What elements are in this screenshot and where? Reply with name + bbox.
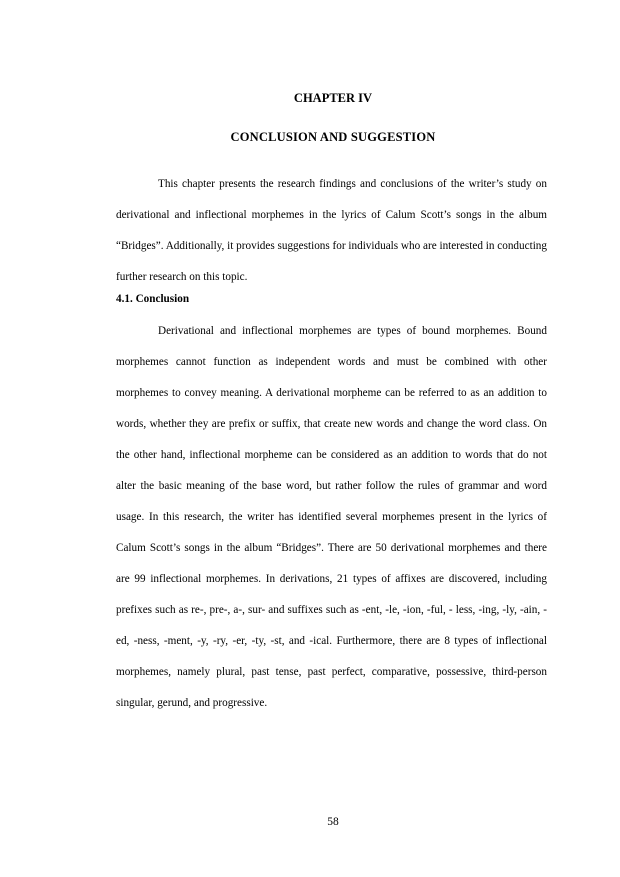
chapter-subtitle: CONCLUSION AND SUGGESTION [230,130,436,144]
chapter-title: CHAPTER IV [293,91,373,105]
intro-paragraph: This chapter presents the research findings and conclusions of the writer’s study on derivational and inflectional morphemes in the lyrics of Calum Scott’s songs in the album “Bridges”. Additionally, it provides suggestions for individuals who are interested in conducting further research on this topic. [116,178,547,283]
section-heading: 4.1. Conclusion [116,293,190,305]
page-number: 58 [327,816,339,828]
conclusion-paragraph: Derivational and inflectional morphemes are types of bound morphemes. Bound morphemes cannot function as independent words and must be combined with other morphemes to convey meaning. A derivational morpheme can be referred to as an addition to words, whether they are prefix or suffix, that create new words and change the word class. On the other hand, inflectional morpheme can be considered as an addition to words that do not alter the basic meaning of the base word, but rather follow the rules of grammar and word usage. In this research, the writer has identified several morphemes present in the lyrics of Calum Scott’s songs in the album “Bridges”. There are 50 derivational morphemes and there are 99 inflectional morphemes. In derivations, 21 types of affixes are discovered, including prefixes such as re-, pre-, a-, sur- and suffixes such as -ent, -le, -ion, -ful, - less, -ing, -ly, -ain, -ed, -ness, -ment, -y, -ry, -er, -ty, -st, and -ical. Furthermore, there are 8 types of inflectional morphemes, namely plural, past tense, past perfect, comparative, possessive, third-person singular, gerund, and progressive. [116,325,547,709]
